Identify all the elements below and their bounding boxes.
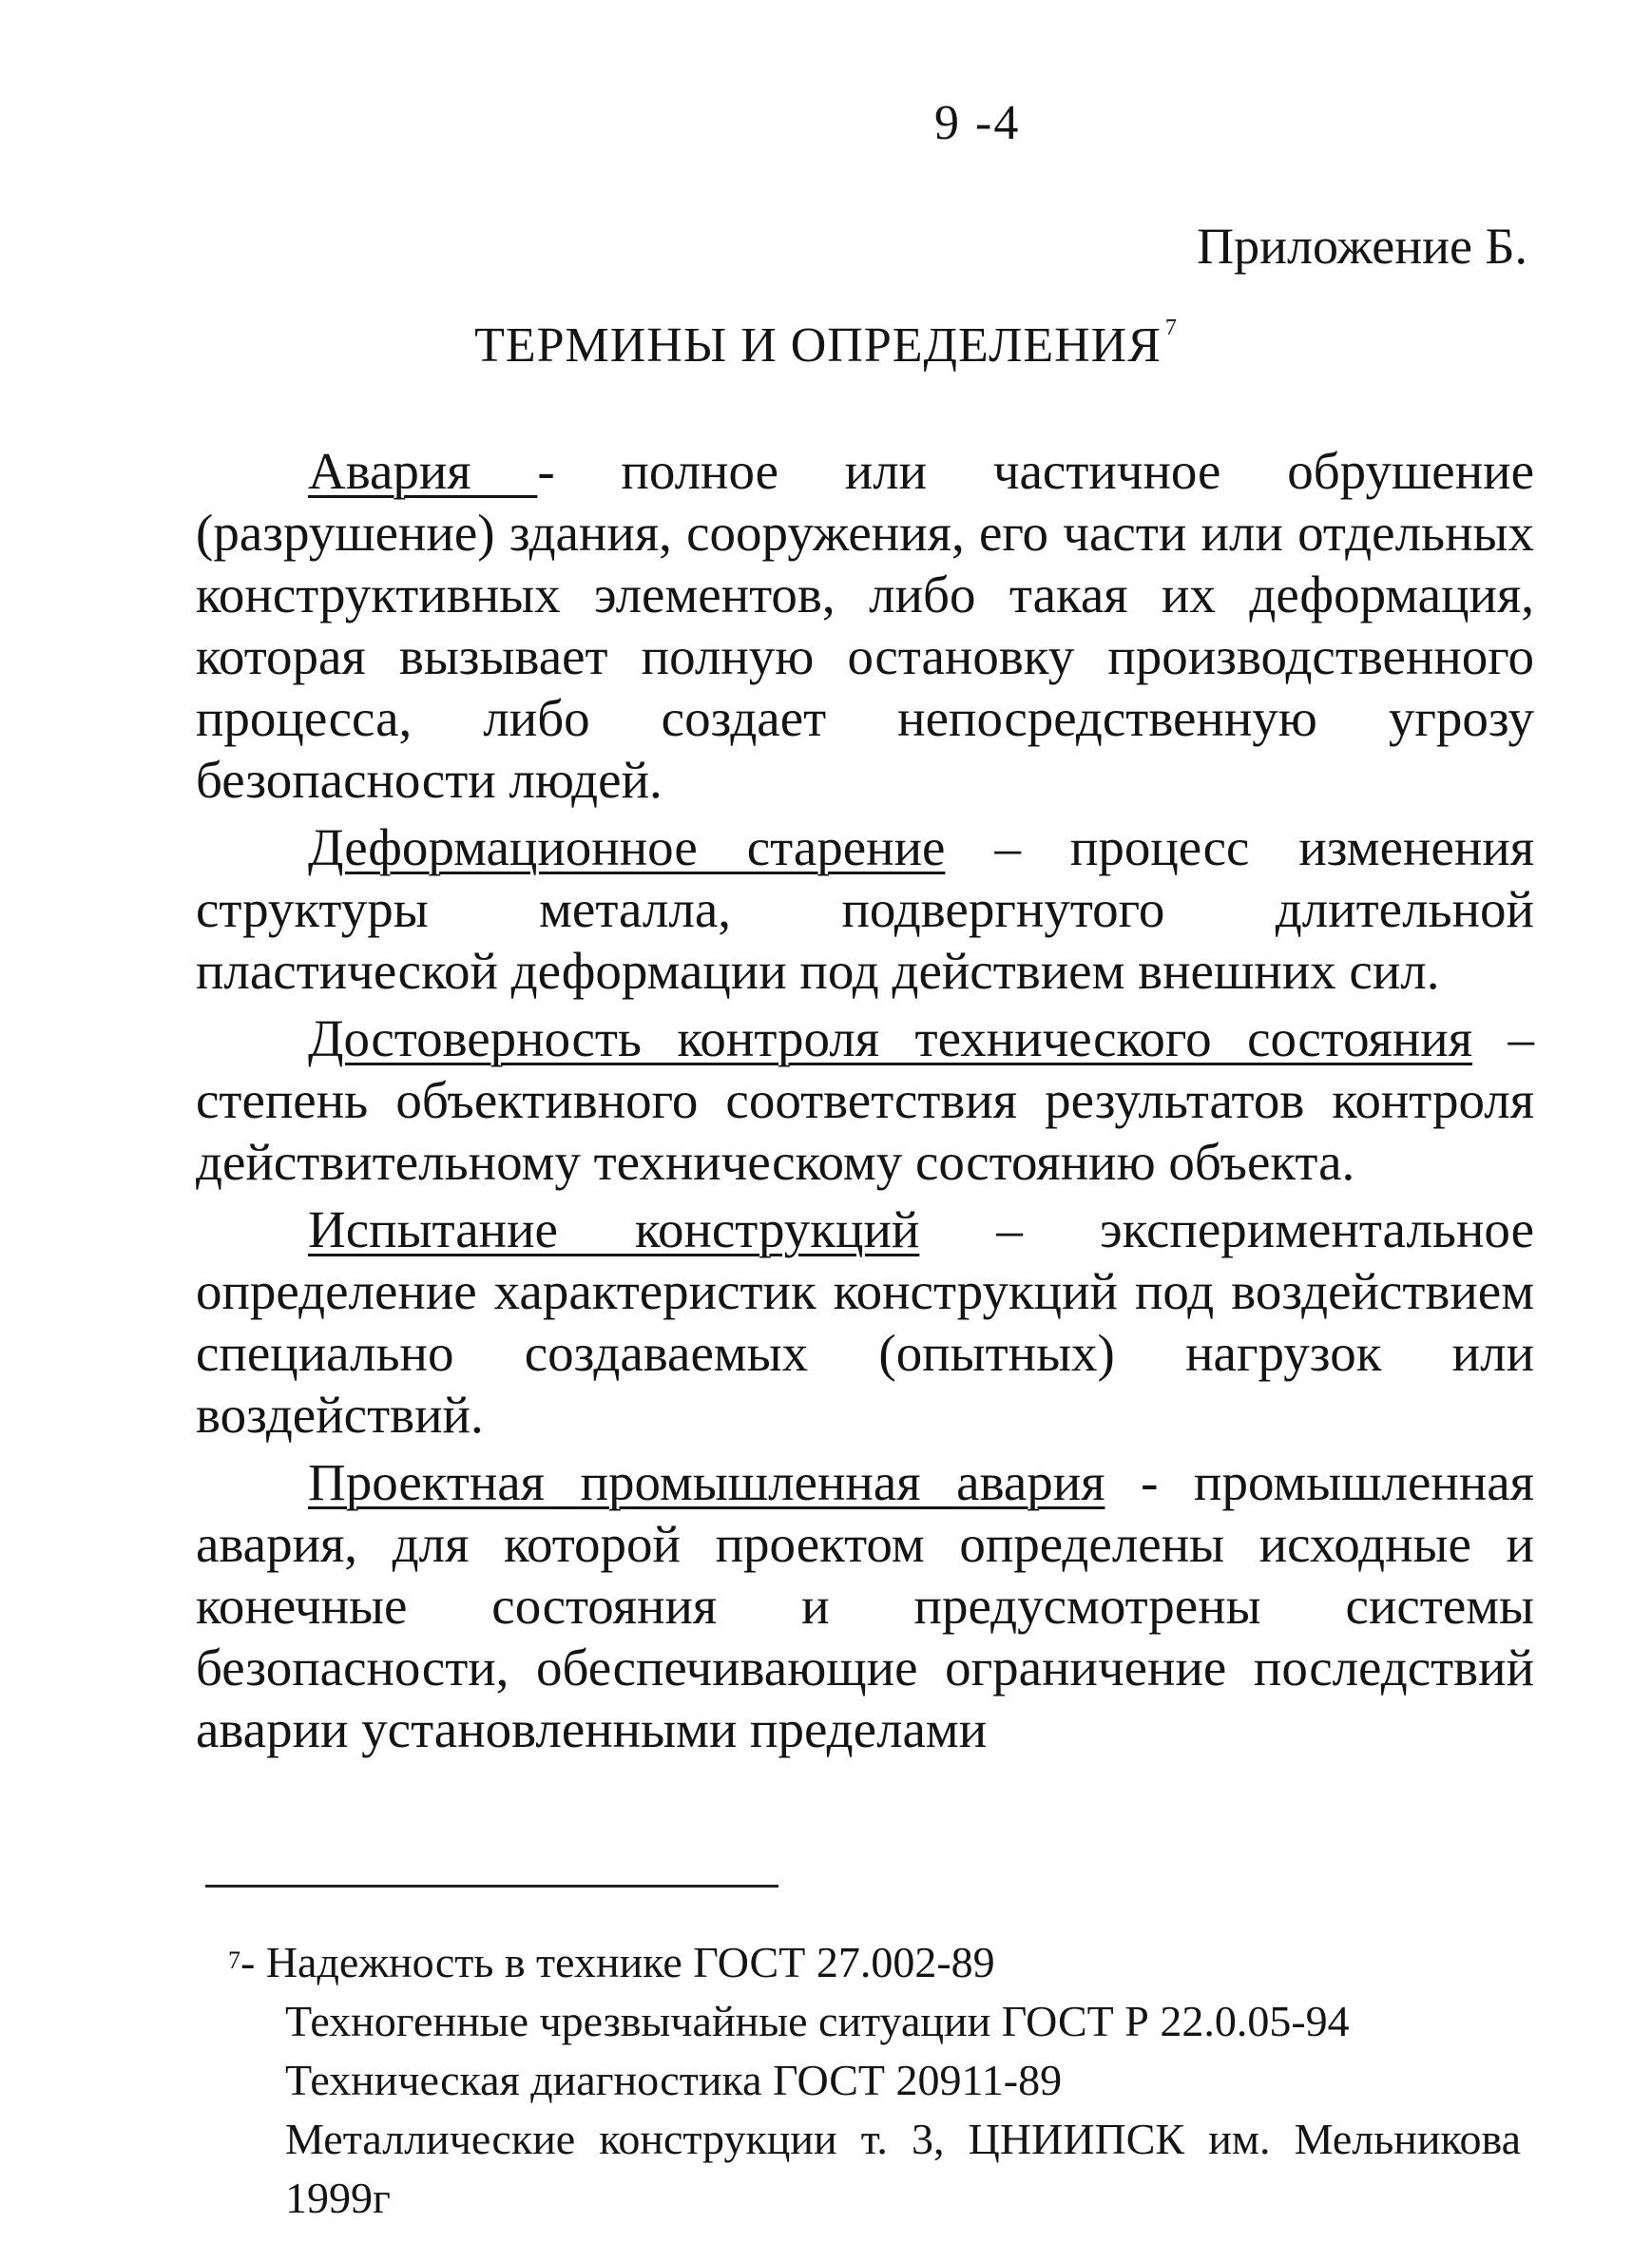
footnote-line: Металлические конструкции т. 3, ЦНИИПСК им. Мельникова 1999г [285,2115,1521,2222]
heading-text: ТЕРМИНЫ И ОПРЕДЕЛЕНИЯ [474,318,1162,373]
definition-text: экспериментальное определение характеристик конструкций под воздействием специально создаваемых (опытных) нагрузок или воздействий. [196,1200,1534,1444]
footnote-mark: 7 [228,1946,240,1974]
definition-accident [196,440,1534,811]
definition-control-reliability [196,1007,1534,1193]
term: Деформационное старение [308,818,946,876]
definition-strain-aging [196,816,1534,1002]
definition-text: процесс изменения структуры металла, подвергнутого длительной пластической деформации под действием внешних сил. [196,818,1534,1000]
definition-text: полное или частичное обрушение (разрушение) здания, сооружения, его части или отдельных конструктивных элементов, либо такая их деформация, которая вызывает полную остановку производственного процесса, либо создает непосредственную угрозу безопасности людей. [196,442,1534,809]
heading-footnote-ref: 7 [1164,316,1178,340]
footnote-text: - Надежность в технике ГОСТ 27.002-89 [240,1938,995,1986]
term-dash: - [537,442,622,500]
footnotes [228,1933,1540,2228]
term: Испытание конструкций [308,1200,920,1258]
page-number: 9 -4 [934,96,1021,150]
section-heading [0,317,1652,374]
term: Достоверность контроля технического состояния [308,1009,1473,1067]
definition-structure-testing [196,1198,1534,1446]
definition-text: степень объективного соответствия результатов контроля действительному техническому состоянию объекта. [196,1071,1534,1191]
term-dash: - [1105,1453,1195,1511]
term-dash: – [919,1200,1101,1258]
footnote-line [228,1933,1540,1992]
definition-design-basis-accident [196,1451,1534,1760]
footnote-line: Техногенные чрезвычайные ситуации ГОСТ Р 22.0.05-94 [285,1997,1350,2045]
term: Проектная промышленная авария [308,1453,1105,1511]
definition-text: промышленная авария, для которой проектом определены исходные и конечные состояния и предусмотрены системы безопасности, обеспечивающие ограничение последствий аварии установленными пределами [196,1453,1534,1758]
appendix-label: Приложение Б. [1197,218,1527,275]
definitions-list [196,440,1534,1760]
term-dash: – [1472,1009,1534,1067]
footnote-divider [205,1885,778,1888]
term-dash: – [945,818,1070,876]
term: Авария [308,442,538,500]
footnote-line: Техническая диагностика ГОСТ 20911-89 [285,2056,1063,2104]
